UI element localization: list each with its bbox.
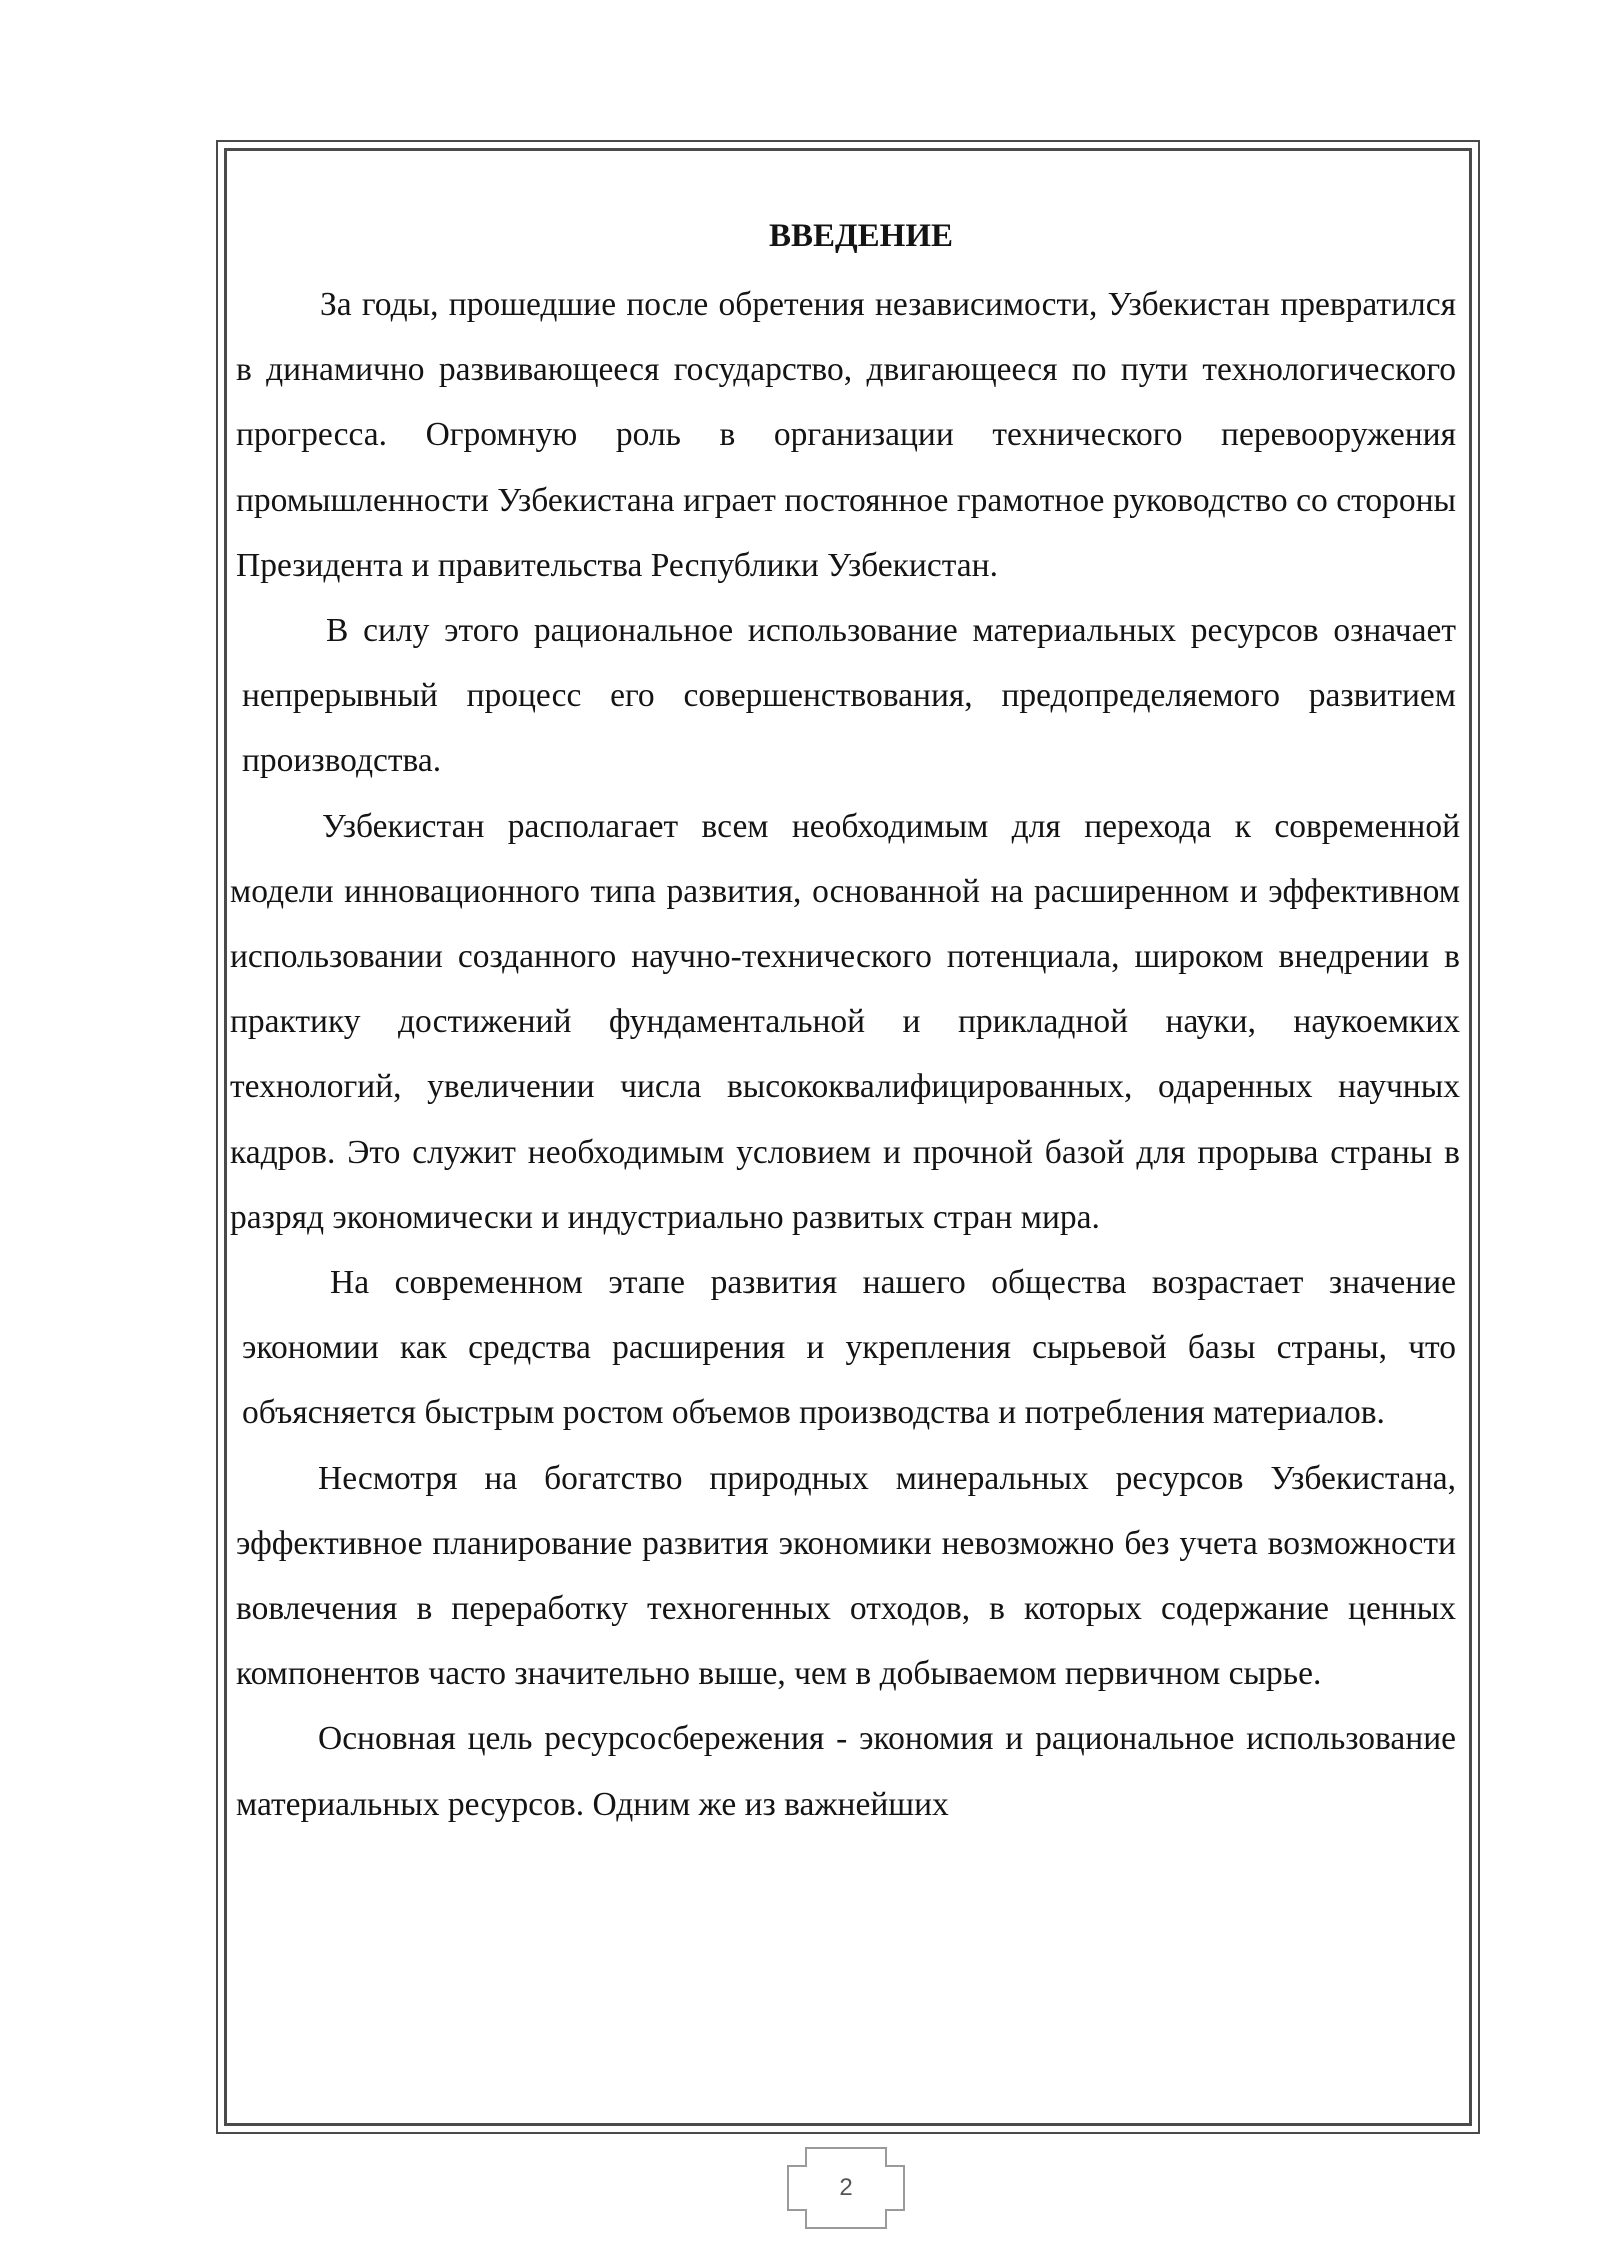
paragraph-2: В силу этого рациональное использование материальных ресурсов означает непрерывный процесс его совершенствования, предопределяемого развитием производства. — [242, 612, 1456, 780]
paragraph-3: Узбекистан располагает всем необходимым для перехода к современной модели инновационного типа развития, основанной на расширенном и эффективном использовании созданного научно-технического потенциала, широком внедрении в практику достижений фундаментальной и прикладной науки, наукоемких технологий, увеличении числа высококвалифицированных, одаренных научных кадров. Это служит необходимым условием и прочной базой для прорыва страны в разряд экономически и индустриально развитых стран мира. — [230, 807, 1460, 1236]
page-number-badge — [786, 2146, 906, 2230]
paragraph-4: На современном этапе развития нашего общества возрастает значение экономии как средства расширения и укрепления сырьевой базы страны, что объясняется быстрым ростом объемов производства и потребления материалов. — [242, 1264, 1456, 1432]
page-title: ВВЕДЕНИЕ — [768, 218, 954, 254]
paragraph-1: За годы, прошедшие после обретения независимости, Узбекистан превратился в динамично развивающееся государство, двигающееся по пути технологического прогресса. Огромную роль в организации технического перевооружения промышленности Узбекистана играет постоянное грамотное руководство со стороны Президента и правительства Республики Узбекистан. — [236, 286, 1456, 584]
paragraph-6: Основная цель ресурсосбережения - экономия и рациональное использование материальных ресурсов. Одним же из важнейших — [236, 1720, 1456, 1823]
paragraph-5: Несмотря на богатство природных минеральных ресурсов Узбекистана, эффективное планирование развития экономики невозможно без учета возможности вовлечения в переработку техногенных отходов, в которых содержание ценных компонентов часто значительно выше, чем в добываемом первичном сырье. — [236, 1459, 1456, 1693]
document-body — [230, 200, 1460, 1837]
page-number: 2 — [839, 2174, 853, 2201]
